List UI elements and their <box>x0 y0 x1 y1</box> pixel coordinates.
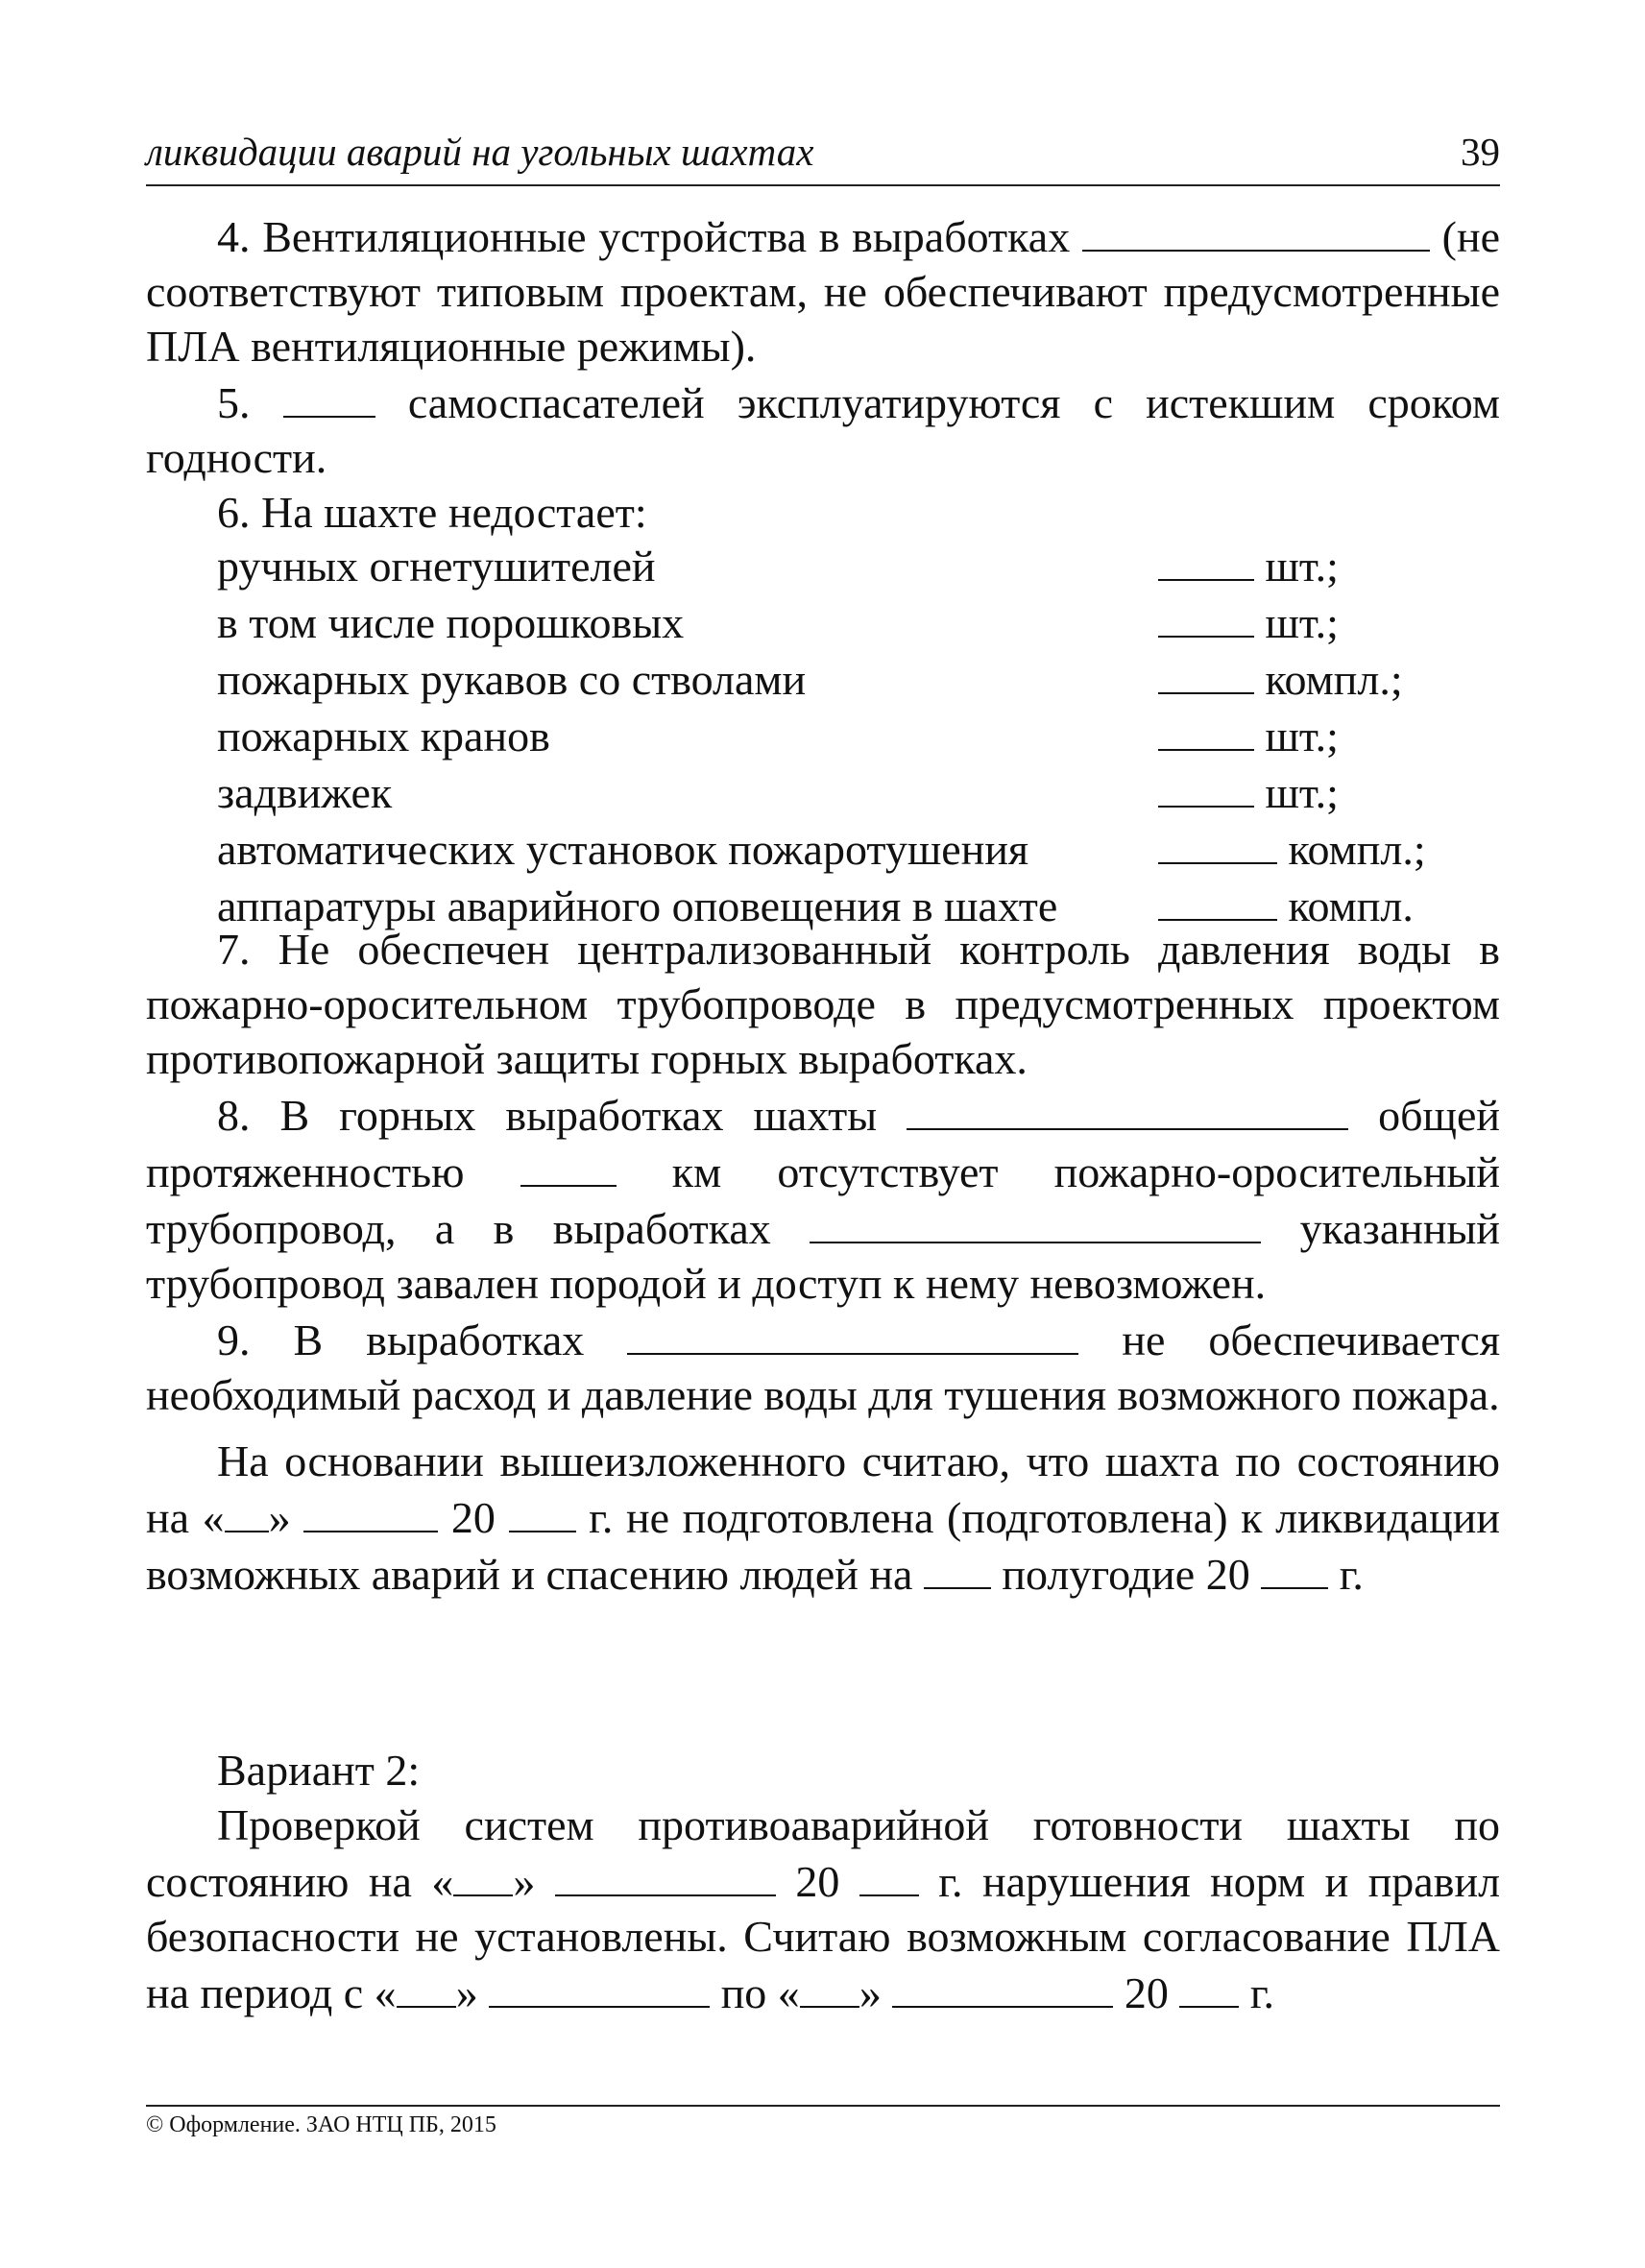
blank-line <box>453 1852 513 1896</box>
list-item: пожарных рукавов со стволами компл.; <box>217 650 1426 707</box>
blank-line <box>225 1488 269 1532</box>
blank-line <box>1158 877 1277 921</box>
list-item: автоматических установок пожаротушения компл.; <box>217 820 1426 877</box>
blank-line <box>397 1964 456 2008</box>
header-title: ликвидации аварий на угольных шахтах <box>146 130 814 174</box>
variant-2-heading: Вариант 2: <box>217 1746 421 1795</box>
conclusion-paragraph: На основании вышеизложенного считаю, что шахта по состоянию на « » 20 г. не подготовлена (подготовлена) к ликвидации возможных аварий и спасению людей на полугодие 20 г. <box>146 1436 1501 1599</box>
blank-line <box>555 1852 776 1896</box>
items-7-9-block <box>146 922 1500 1602</box>
list-item: аппаратуры аварийного оповещения в шахте компл. <box>217 877 1426 933</box>
list-item: ручных огнетушителей шт.; <box>217 537 1426 593</box>
blank-line <box>1158 650 1254 694</box>
blank-line <box>627 1311 1078 1355</box>
blank-line <box>907 1086 1348 1130</box>
blank-line <box>520 1143 617 1187</box>
page-number: 39 <box>1461 130 1500 174</box>
blank-line <box>1261 1545 1328 1589</box>
blank-line <box>1158 593 1254 638</box>
item-4: 4. Вентиляционные устройства в выработках (не соответствуют типовым проектам, не обеспечивают предусмотренные ПЛА вентиляционные режимы). <box>146 207 1500 374</box>
blank-line <box>1179 1964 1239 2008</box>
item-9: 9. В выработках не обеспечивается необходимый расход и давление воды для тушения возможного пожара. <box>146 1311 1500 1422</box>
footer-rule <box>146 2105 1500 2107</box>
blank-line <box>924 1545 991 1589</box>
item-8: 8. В горных выработках шахты общей протяженностью км отсутствует пожарно-оросительный трубопровод, а в выработках указанный трубопровод завален породой и доступ к нему невозможен. <box>146 1086 1500 1311</box>
blank-line <box>1158 763 1254 808</box>
item-7: 7. Не обеспечен централизованный контроль давления воды в пожарно-оросительном трубопроводе в предусмотренных проектом противопожарной защиты горных выработках. <box>146 925 1500 1083</box>
blank-line <box>283 374 375 418</box>
items-4-6-block <box>146 207 1500 540</box>
variant-2-block <box>146 1743 1500 2020</box>
list-item: задвижек шт.; <box>217 763 1426 820</box>
shortage-table <box>217 537 1426 933</box>
blank-line <box>489 1964 710 2008</box>
list-item: в том числе порошковых шт.; <box>217 593 1426 650</box>
item-6-title: 6. На шахте недостает: <box>217 488 647 537</box>
blank-line <box>509 1488 576 1532</box>
blank-line <box>1158 537 1254 581</box>
running-header <box>146 129 1500 186</box>
item-6-list <box>146 537 1500 933</box>
variant-2-paragraph: Проверкой систем противоаварийной готовности шахты по состоянию на « » 20 г. нарушения норм и правил безопасности не установлены. Считаю возможным согласование ПЛА на период с « » по « » 20 г. <box>146 1800 1501 2017</box>
blank-line <box>892 1964 1113 2008</box>
blank-line <box>1158 707 1254 751</box>
blank-line <box>859 1852 919 1896</box>
blank-line <box>1082 207 1430 252</box>
list-item: пожарных кранов шт.; <box>217 707 1426 763</box>
blank-line <box>1158 820 1277 864</box>
blank-line <box>800 1964 859 2008</box>
blank-line <box>810 1199 1261 1243</box>
item-5: 5. самоспасателей эксплуатируются с истекшим сроком годности. <box>146 374 1500 485</box>
blank-line <box>303 1488 438 1532</box>
footer-copyright: © Оформление. ЗАО НТЦ ПБ, 2015 <box>146 2112 496 2137</box>
